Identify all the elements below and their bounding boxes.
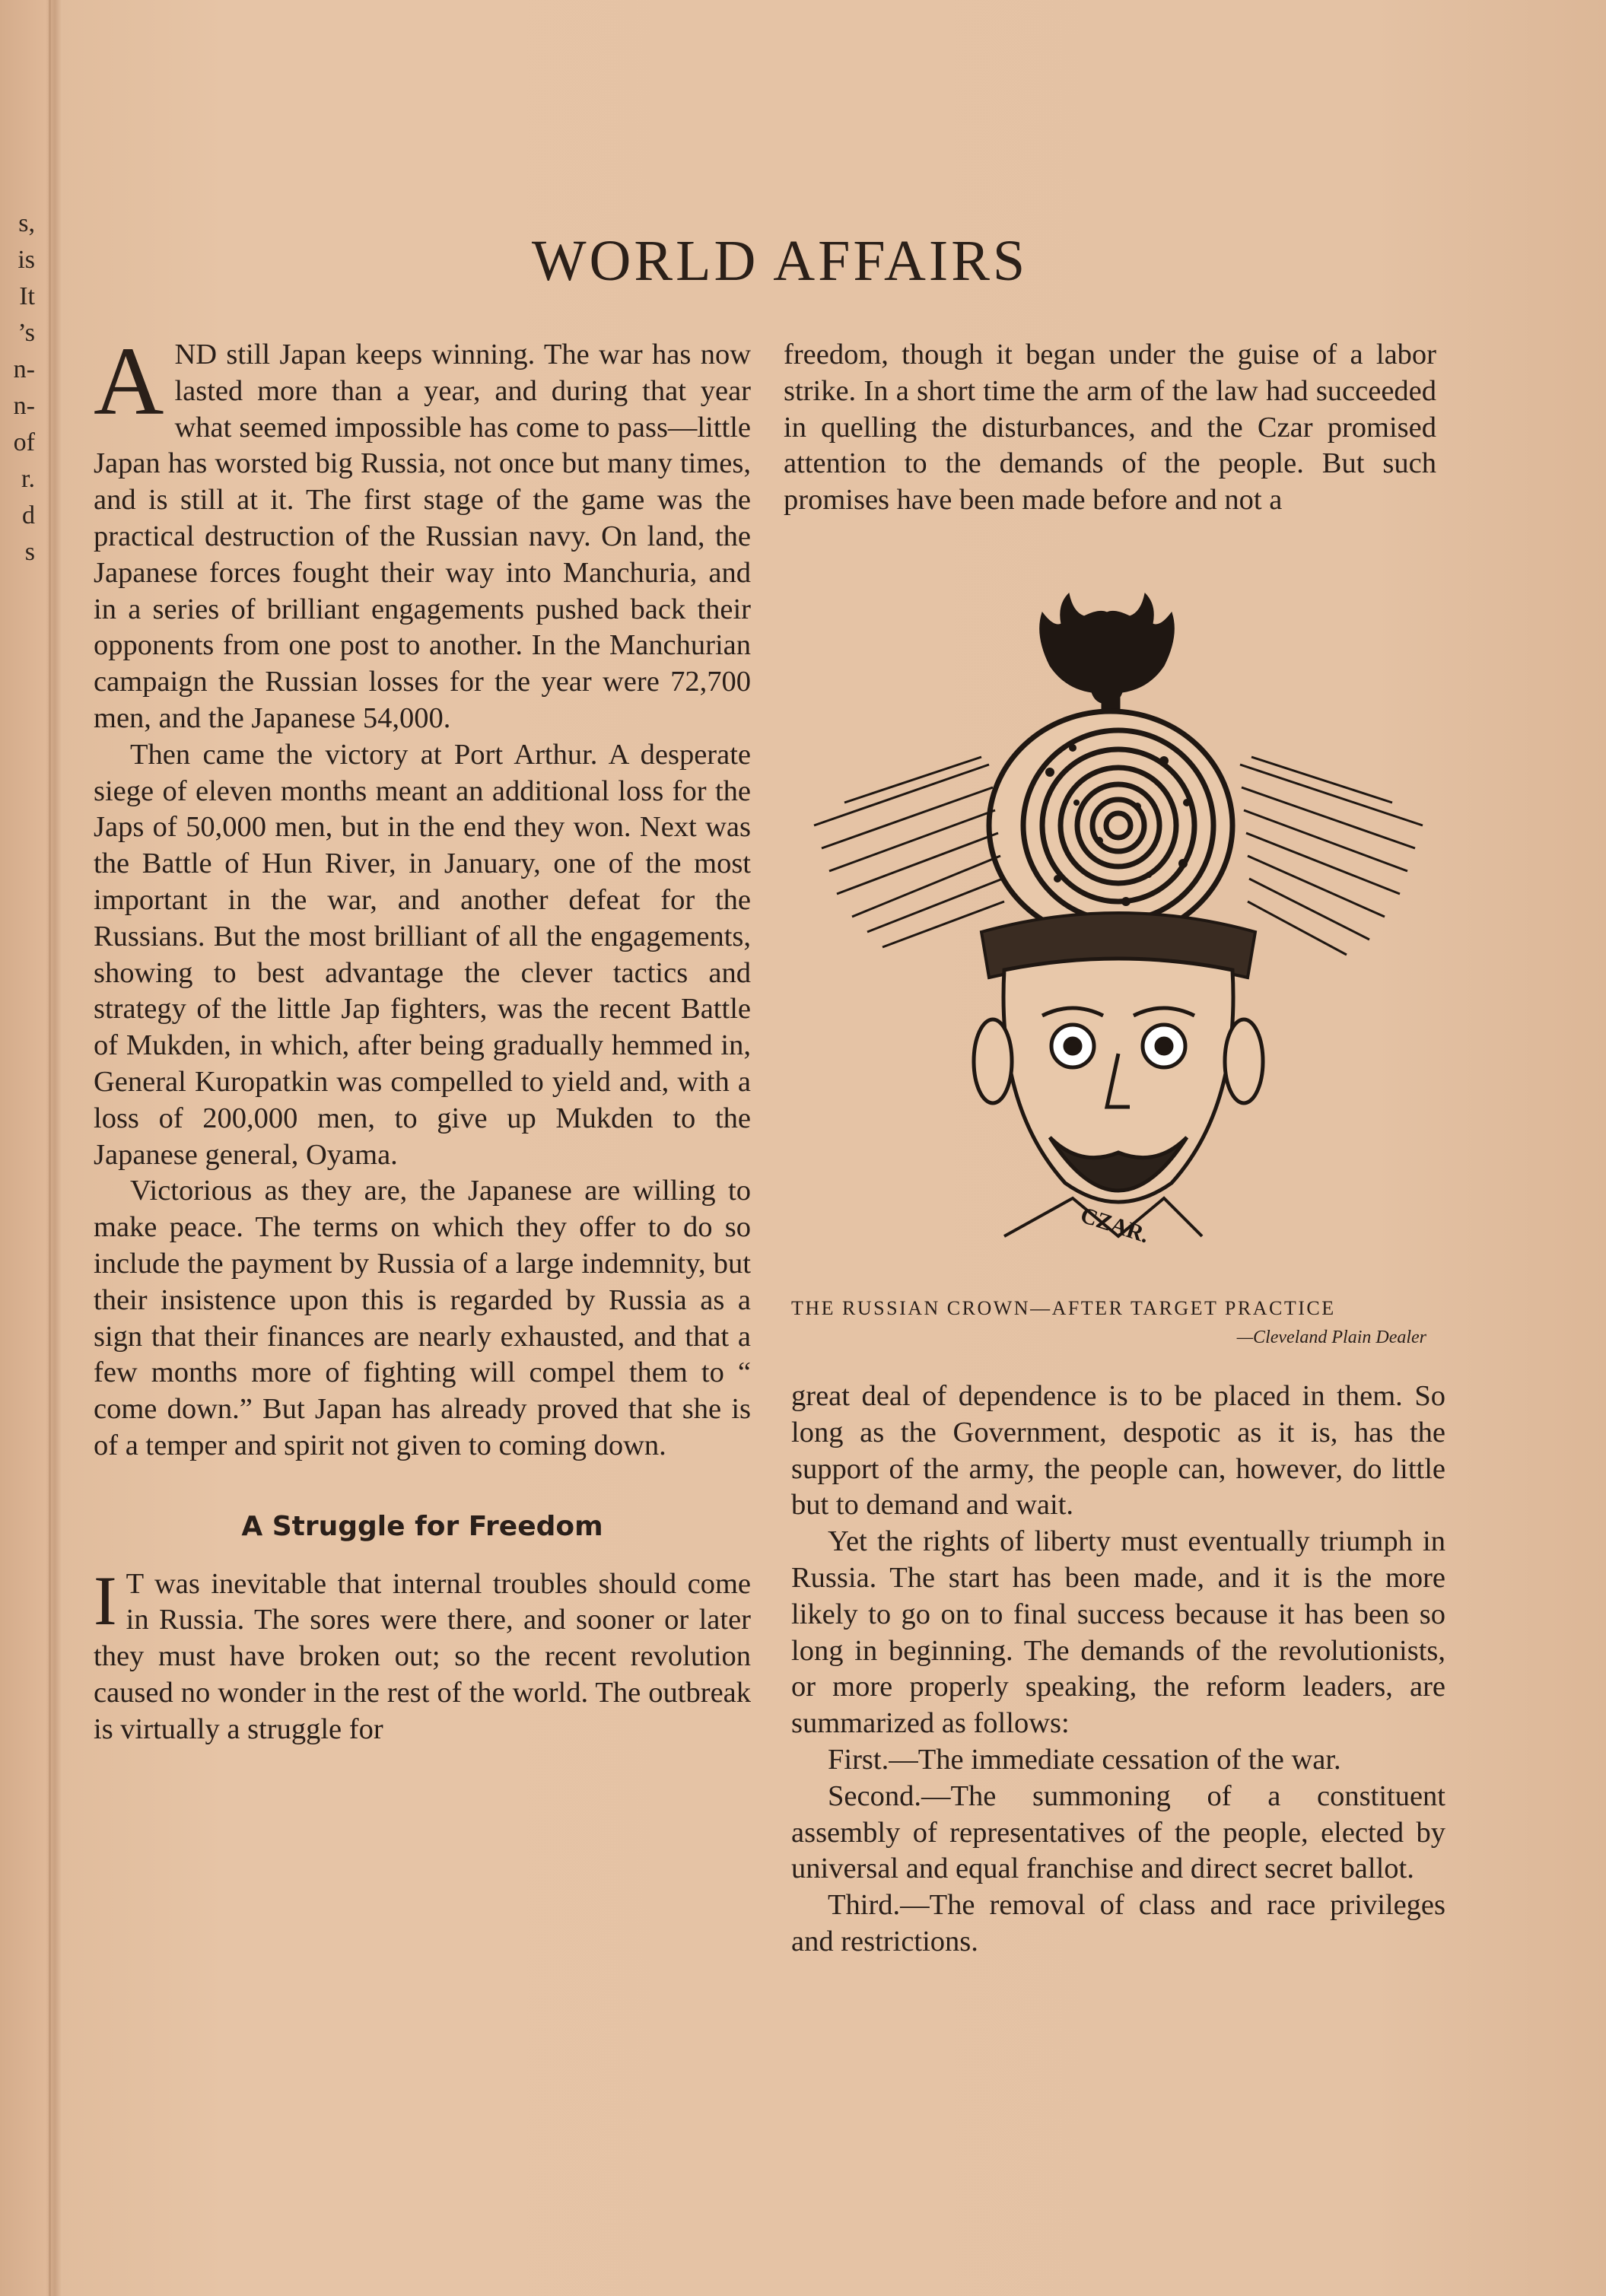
section-paragraph — [94, 1561, 751, 1748]
margin-fragment: of — [13, 428, 35, 456]
margin-fragment: ’s — [17, 319, 35, 347]
drop-cap: I — [94, 1561, 117, 1639]
page-title: WORLD AFFAIRS — [531, 229, 1029, 293]
margin-fragment: is — [17, 246, 35, 274]
opening-paragraph — [94, 327, 751, 737]
illustration-caption: THE RUSSIAN CROWN—AFTER TARGET PRACTICE — [791, 1297, 1336, 1319]
margin-fragment: It — [19, 282, 35, 310]
demand-item: Second.—The summoning of a constituent assembly of representatives of the people, elected by universal and equal franchise and direct secret ballot. — [791, 1779, 1445, 1885]
margin-fragment: n- — [13, 355, 35, 383]
margin-fragment: d — [22, 501, 35, 529]
left-column — [94, 327, 751, 1747]
paragraph-continued: great deal of dependence is to be placed in them. So long as the Government, despotic as it is, has the support of the army, the people can, however, do little but to demand and wait. — [791, 1380, 1445, 1522]
czar-label: CZAR. — [1077, 1202, 1153, 1248]
illustration-credit: —Cleveland Plain Dealer — [1236, 1328, 1426, 1347]
paragraph-text: ND still Japan keeps winning. The war has now lasted more than a year, and during that year what seemed impossible has come to pass—little Japan has worsted big Russia, not once but many times, and is still at it. The first stage of the game was the practical destruction of the Russian navy. On land, the Japanese forces fought their way into Manchuria, and in a series of brilliant engagements pushed back their opponents from one post to another. In the Manchurian campaign the Russian losses for the year were 72,700 men, and the Japanese 54,000. — [94, 339, 751, 734]
paragraph: Victorious as they are, the Japanese are willing to make peace. The terms on which they offer to do so include the payment by Russia of a large indemnity, but their insistence upon this is regarded by Russia as a sign that their finances are nearly exhausted, and that a few months more of fighting will compel them to “ come down.” But Japan has already proved that she is of a temper and spirit not given to coming down. — [94, 1175, 751, 1461]
paragraph-text: T was inevitable that internal troubles should come in Russia. The sores were there, and sooner or later they must have broken out; so the recent revolution caused no wonder in the rest of the world. The outbreak is virtually a struggle for — [94, 1567, 751, 1745]
czar-face — [974, 959, 1263, 1202]
target-crown — [989, 711, 1232, 940]
section-heading: A Struggle for Freedom — [241, 1510, 603, 1542]
right-column-bottom — [791, 1379, 1445, 1961]
margin-fragment: r. — [21, 465, 35, 493]
demand-item: Third.—The removal of class and race privileges and restrictions. — [791, 1889, 1445, 1957]
demand-item: First.—The immediate cessation of the war. — [828, 1743, 1341, 1776]
paragraph: Yet the rights of liberty must eventually triumph in Russia. The start has been made, and it is the more likely to go on to final success because it has been so long in beginning. The demands of the revolutionists, or more properly speaking, the reform leaders, are summarized as follows: — [791, 1525, 1445, 1740]
eagle-emblem-icon — [1040, 593, 1175, 711]
right-column-top — [784, 337, 1436, 519]
czar-cartoon-illustration — [799, 574, 1438, 1305]
margin-fragment: n- — [13, 392, 35, 420]
gutter-line — [49, 0, 51, 2296]
paragraph-continued: freedom, though it began under the guise of a labor strike. In a short time the arm of the law had succeeded in quelling the disturbances, and the Czar promised attention to the demands of the people. But such promises have been made before and not a — [784, 339, 1436, 517]
margin-fragment: s, — [18, 209, 35, 237]
previous-page-margin — [0, 205, 35, 571]
drop-cap: A — [94, 327, 164, 435]
margin-fragment: s — [24, 538, 35, 566]
paragraph: Then came the victory at Port Arthur. A desperate siege of eleven months meant an additional loss for the Japs of 50,000 men, but in the end they won. Next was the Battle of Hun River, in January, one of the most important in the war, and another defeat for the Russians. But the most brilliant of all the engagements, showing to best advantage the clever tactics and strategy of the little Jap fighters, was the recent Battle of Mukden, in which, after being gradually hemmed in, General Kuropatkin was compelled to yield and, with a loss of 200,000 men, to give up Mukden to the Japanese general, Oyama. — [94, 738, 751, 1171]
